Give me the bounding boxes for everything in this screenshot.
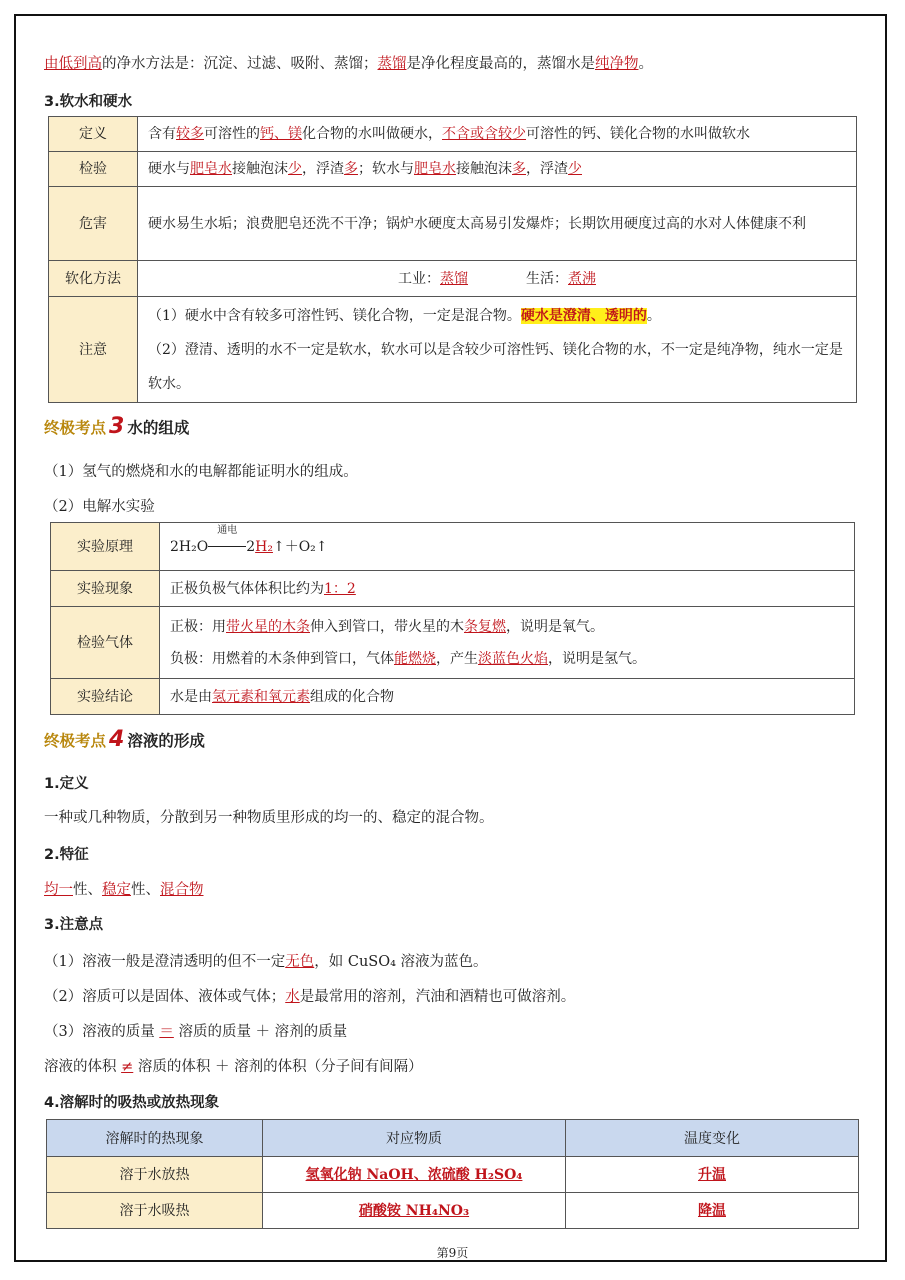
t10: ，浮渣 — [526, 161, 568, 177]
soft-cell — [138, 261, 857, 297]
intro-red-2: 蒸馏 — [377, 56, 407, 72]
kp3-prefix: 终极考点 — [44, 419, 107, 437]
def-t6: 可溶性的钙、镁化合物的水叫做软水 — [526, 126, 750, 142]
n3-1: ＝ — [159, 1024, 174, 1040]
r3b0: 负极：用燃着的木条伸到管口，气体 — [170, 650, 394, 667]
table-row — [51, 679, 855, 715]
r3b2: ，产生 — [436, 650, 478, 667]
kp3-num: 3 — [109, 414, 125, 439]
table-row — [49, 187, 857, 261]
r41: 氢元素和氧元素 — [212, 688, 310, 705]
def-label: 定义 — [49, 117, 138, 152]
f1: 性、 — [73, 882, 102, 898]
table-row — [51, 523, 855, 571]
t5: 多 — [344, 161, 358, 177]
heat-temp-0: 升温 — [698, 1166, 726, 1183]
soft-t2: 生活： — [526, 270, 568, 287]
heat-header-sub: 对应物质 — [263, 1120, 566, 1157]
comp-p2: （2）电解水实验 — [44, 499, 155, 515]
n4-2: 溶质的体积 ＋ 溶剂的体积（分子间有间隔） — [133, 1059, 423, 1075]
harm-label: 危害 — [49, 187, 138, 261]
table-row — [51, 571, 855, 607]
n2-1: 水 — [285, 989, 300, 1005]
soft-r3: 煮沸 — [568, 270, 596, 287]
def-r3: 钙、镁 — [260, 126, 302, 142]
heat-sub-0: 氢氧化钠 NaOH、浓硫酸 H₂SO₄ — [305, 1166, 523, 1183]
kp4-num: 4 — [109, 727, 125, 752]
r3b3: 淡蓝色火焰 — [478, 650, 548, 667]
check-cell — [160, 607, 855, 679]
n1-1: 无色 — [285, 954, 315, 970]
table-header-row — [47, 1120, 859, 1157]
electrolysis-table — [50, 522, 855, 715]
sol-heat-title: 4.溶解时的吸热或放热现象 — [44, 1095, 220, 1111]
table-row — [47, 1193, 859, 1229]
table-row — [49, 152, 857, 187]
r3b4: ，说明是氢气。 — [548, 650, 646, 667]
eq-left: 2H₂O — [170, 538, 209, 555]
t3: 少 — [288, 161, 302, 177]
r3a1: 带火星的木条 — [226, 618, 310, 635]
heat-phen-1: 溶于水吸热 — [47, 1193, 263, 1229]
kp4-prefix: 终极考点 — [44, 732, 107, 750]
heat-table — [46, 1119, 859, 1229]
t6: ；软水与 — [358, 161, 414, 177]
def-t2: 可溶性的 — [204, 126, 260, 142]
intro-text-2: 是净化程度最高的，蒸馏水是 — [406, 56, 595, 72]
t2: 接触泡沫 — [232, 161, 288, 177]
f4: 混合物 — [160, 882, 204, 898]
n1-0: （1）溶液一般是澄清透明的但不一定 — [44, 954, 286, 970]
f0: 均一 — [44, 882, 73, 898]
n3-2: 溶质的质量 ＋ 溶剂的质量 — [173, 1024, 348, 1040]
note1: （1）硬水中含有较多可溶性钙、镁化合物，一定是混合物。 — [148, 307, 521, 324]
sol-def-text: 一种或几种物质，分散到另一种物质里形成的均一的、稳定的混合物。 — [44, 810, 494, 826]
intro-red-1: 由低到高 — [44, 56, 102, 72]
concl-cell — [160, 679, 855, 715]
f3: 性、 — [131, 882, 160, 898]
sol-feat-title: 2.特征 — [44, 847, 89, 863]
t4: ，浮渣 — [302, 161, 344, 177]
phenom-cell — [160, 571, 855, 607]
kp3-title: 水的组成 — [127, 419, 190, 437]
page-number: 第9页 — [436, 1246, 469, 1260]
sol-def-title: 1.定义 — [44, 776, 89, 792]
heat-phen-0: 溶于水放热 — [47, 1157, 263, 1193]
table-row — [49, 117, 857, 152]
table-row — [47, 1157, 859, 1193]
def-cell — [138, 117, 857, 152]
note-cell: （1）硬水中含有较多可溶性钙、镁化合物，一定是混合物。硬水是澄清、透明的。 （2）澄清、透明的水不一定是软水，软水可以是含较少可溶性钙、镁化合物的水，不一定是纯净物，纯水一定是软水。 — [138, 297, 857, 403]
kp4-title: 溶液的形成 — [127, 732, 205, 750]
n2-2: 是最常用的溶剂，汽油和酒精也可做溶剂。 — [299, 989, 576, 1005]
def-t4: 化合物的水叫做硬水， — [302, 126, 442, 142]
principle-cell — [160, 523, 855, 571]
r3a2: 伸入到管口，带火星的木 — [310, 618, 464, 635]
t11: 少 — [568, 161, 582, 177]
kp3-heading — [44, 414, 189, 439]
n3-0: （3）溶液的质量 — [44, 1024, 160, 1040]
t9: 多 — [512, 161, 526, 177]
sol-n3 — [44, 1020, 347, 1041]
r42: 组成的化合物 — [310, 688, 394, 705]
t7: 肥皂水 — [414, 161, 456, 177]
t0: 硬水与 — [148, 161, 190, 177]
heat-temp-1: 降温 — [698, 1202, 726, 1219]
sol-n4 — [44, 1055, 423, 1076]
kp4-heading — [44, 727, 205, 752]
eq-right-pre: 2 — [246, 538, 256, 555]
eq-h2: H₂ — [255, 538, 273, 555]
sol-feat — [44, 878, 204, 899]
test-cell — [138, 152, 857, 187]
test-label: 检验 — [49, 152, 138, 187]
section-3-title: 3.软水和硬水 — [44, 94, 133, 110]
table-row — [51, 607, 855, 679]
harm-cell: 硬水易生水垢；浪费肥皂还洗不干净；锅炉水硬度太高易引发爆炸；长期饮用硬度过高的水对人体健康不利 — [138, 187, 857, 261]
note-label: 注意 — [49, 297, 138, 403]
phenom-text: 正极负极气体体积比约为 — [170, 580, 324, 597]
t8: 接触泡沫 — [456, 161, 512, 177]
concl-label: 实验结论 — [51, 679, 160, 715]
n4-1: ≠ — [121, 1059, 134, 1075]
n1-2: ，如 CuSO₄ 溶液为蓝色。 — [314, 954, 488, 970]
def-t0: 含有 — [148, 126, 176, 142]
table-row — [49, 261, 857, 297]
heat-sub-1: 硝酸铵 NH₄NO₃ — [358, 1202, 470, 1219]
t1: 肥皂水 — [190, 161, 232, 177]
n2-0: （2）溶质可以是固体、液体或气体； — [44, 989, 286, 1005]
f2: 稳定 — [102, 882, 131, 898]
intro-line — [44, 52, 653, 73]
intro-red-3: 纯净物 — [595, 56, 639, 72]
intro-text-1: 的净水方法是：沉淀、过滤、吸附、蒸馏； — [102, 56, 378, 72]
intro-text-3: 。 — [638, 56, 653, 72]
sol-n1 — [44, 950, 488, 971]
heat-header-phen: 溶解时的热现象 — [47, 1120, 263, 1157]
r3a3: 条复燃 — [464, 618, 506, 635]
soft-t0: 工业： — [398, 270, 440, 287]
heat-header-temp: 温度变化 — [566, 1120, 859, 1157]
phenom-label: 实验现象 — [51, 571, 160, 607]
def-r5: 不含或含较少 — [442, 126, 526, 142]
principle-label: 实验原理 — [51, 523, 160, 571]
phenom-ratio: 1：2 — [324, 580, 356, 597]
eq-right-post: ↑＋O₂↑ — [272, 538, 328, 555]
eq-condition: 通电 — [217, 524, 238, 536]
n4-0: 溶液的体积 — [44, 1059, 122, 1075]
sol-note-title: 3.注意点 — [44, 917, 104, 933]
soft-r1: 蒸馏 — [440, 270, 468, 287]
def-r1: 较多 — [176, 126, 204, 142]
note1-highlight: 硬水是澄清、透明的 — [520, 307, 647, 324]
check-label: 检验气体 — [51, 607, 160, 679]
comp-p1: （1）氢气的燃烧和水的电解都能证明水的组成。 — [44, 464, 358, 480]
soft-label: 软化方法 — [49, 261, 138, 297]
sol-n2 — [44, 985, 575, 1006]
note2: （2）澄清、透明的水不一定是软水，软水可以是含较少可溶性钙、镁化合物的水，不一定是纯净物，纯水一定是软水。 — [148, 341, 843, 392]
r3b1: 能燃烧 — [394, 650, 436, 667]
hard-water-table — [48, 116, 857, 403]
r3a4: ，说明是氧气。 — [506, 618, 604, 635]
table-row — [49, 297, 857, 403]
r40: 水是由 — [170, 688, 212, 705]
r3a0: 正极：用 — [170, 618, 226, 635]
